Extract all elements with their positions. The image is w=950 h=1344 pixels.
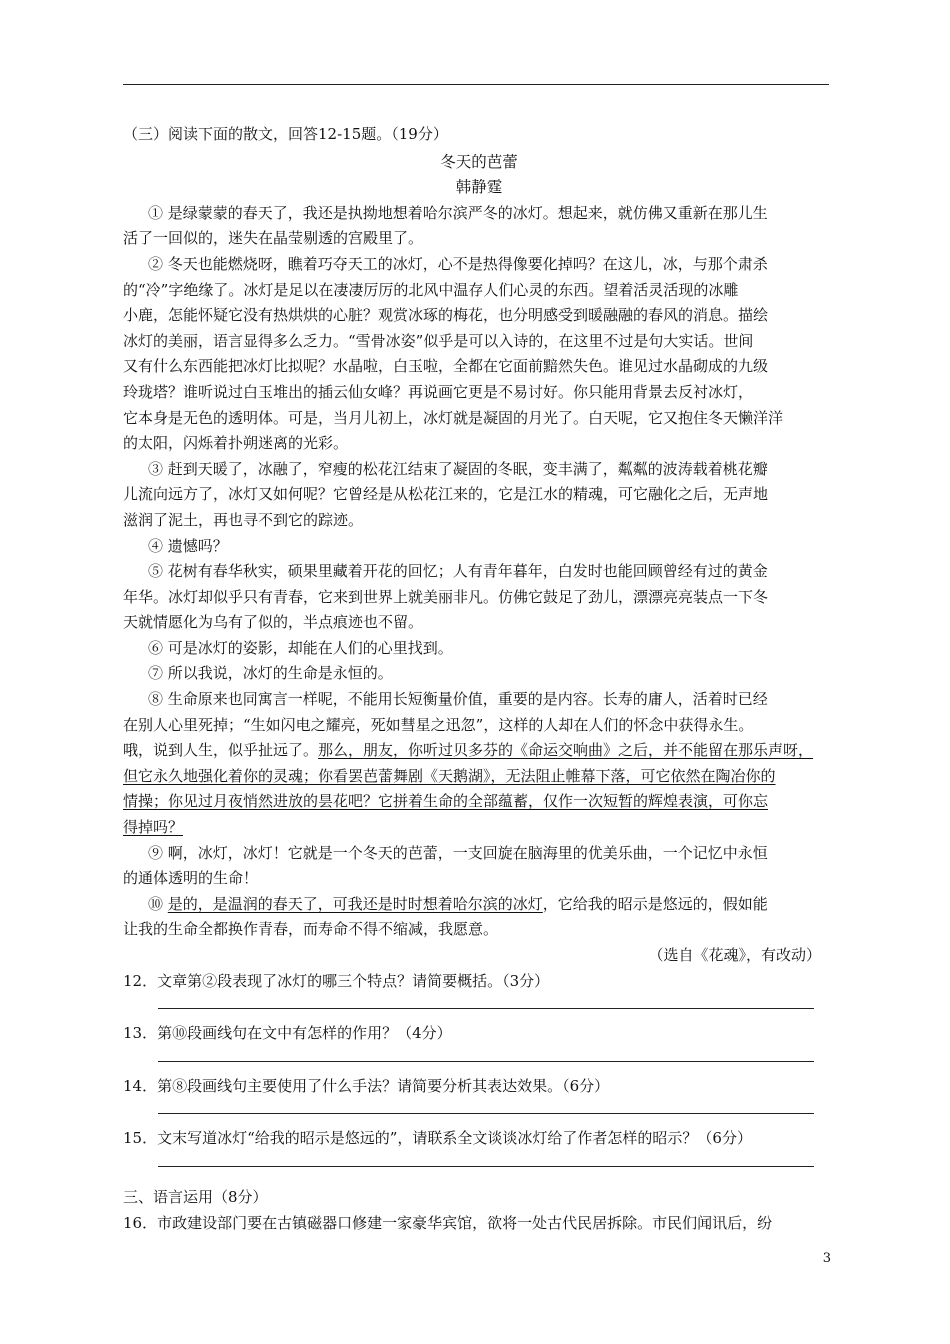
answer-line[interactable] <box>158 1099 814 1114</box>
paragraph-3: ③ 赶到天暖了，冰融了，窄瘦的松花江结束了凝固的冬眠，变丰满了，粼粼的波涛载着桃花瓣 儿流向远方了，冰灯又如何呢？它曾经是从松花江来的，它是江水的精魂，可它融化之后，无声地 滋润了泥土，再也寻不到它的踪迹。 <box>123 459 769 529</box>
essay-author: 韩静霆 <box>455 178 503 197</box>
paragraph-8: ⑧ 生命原来也同寓言一样呢，不能用长短衡量价值，重要的是内容。长寿的庸人，活着时已经 在别人心里死掉；“生如闪电之耀亮，死如彗星之迅忽”，这样的人却在人们的怀念中获得永生。 哦，说到人生，似乎扯远了。那么，朋友，你听过贝多芬的《命运交响曲》之后，并不能留在那乐声呀， 但它永久地强化着你的灵魂；你看罢芭蕾舞剧《天鹅湖》，无法阻止帷幕下落，可它依然在陶冶你的 情操；你见过月夜悄然进放的昙花吧？它拼着生命的全部蕴蓄，仅作一次短暂的辉煌表演，可你忘 得掉吗？ <box>123 690 814 837</box>
paragraph-1: ① 是绿蒙蒙的春天了，我还是执拗地想着哈尔滨严冬的冰灯。想起来，就仿佛又重新在那儿生 活了一回似的，迷失在晶莹剔透的宫殿里了。 <box>123 203 768 248</box>
paragraph-9: ⑨ 啊，冰灯，冰灯！它就是一个冬天的芭蕾，一支回旋在脑海里的优美乐曲，一个记忆中永恒 的通体透明的生命！ <box>123 843 768 888</box>
essay-title: 冬天的芭蕾 <box>440 152 518 171</box>
paragraph-6: ⑥ 可是冰灯的姿影，却能在人们的心里找到。 <box>148 638 453 657</box>
section-heading: （三）阅读下面的散文，回答12-15题。（19分） <box>123 125 448 143</box>
question-13: 13．第⑩段画线句在文中有怎样的作用？（4分） <box>123 1021 835 1062</box>
page-content <box>123 122 835 1236</box>
answer-line[interactable] <box>158 1047 814 1062</box>
question-12: 12．文章第②段表现了冰灯的哪三个特点？请简要概括。（3分） <box>123 969 835 1010</box>
underlined-sentence-p8: 那么，朋友，你听过贝多芬的《命运交响曲》之后，并不能留在那乐声呀， <box>318 741 814 760</box>
header-rule <box>123 84 829 85</box>
answer-line[interactable] <box>158 1152 814 1167</box>
paragraph-5: ⑤ 花树有春华秋实，硕果里藏着开花的回忆；人有青年暮年，白发时也能回顾曾经有过的黄金 年华。冰灯却似乎只有青春，它来到世界上就美丽非凡。仿佛它鼓足了劲儿，漂漂亮亮装点一下冬 天就情愿化为乌有了似的，半点痕迹也不留。 <box>123 562 769 632</box>
answer-line[interactable] <box>158 994 814 1009</box>
page-number: 3 <box>822 1251 831 1266</box>
paragraph-2: ② 冬天也能燃烧呀，瞧着巧夺天工的冰灯，心不是热得像要化掉吗？在这儿，冰，与那个肃杀 的“冷”字绝缘了。冰灯是足以在凄凄厉厉的北风中温存人们心灵的东西。望着活灵活现的冰雕 小鹿，怎能怀疑它没有热烘烘的心脏？观赏冰琢的梅花，也分明感受到暖融融的春风的消息。描绘 冰灯的美丽，语言显得多么乏力。“雪骨冰姿”似乎是可以入诗的，在这里不过是句大实话。世间 又有什么东西能把冰灯比拟呢？水晶啦，白玉啦，全都在它面前黯然失色。谁见过水晶砌成的九级 玲珑塔？谁听说过白玉堆出的插云仙女峰？再说画它更是不易讨好。你只能用背景去反衬冰灯， 它本身是无色的透明体。可是，当月儿初上，冰灯就是凝固的月光了。白天呢，它又抱住冬天懒洋洋 的太阳，闪烁着扑朔迷离的光彩。 <box>123 254 784 453</box>
question-14: 14．第⑧段画线句主要使用了什么手法？请简要分析其表达效果。（6分） <box>123 1074 835 1115</box>
essay-source: （选自《花魂》，有改动） <box>648 946 821 964</box>
paragraph-10: ⑩ 是的，是温润的春天了，可我还是时时想着哈尔滨的冰灯，它给我的昭示是悠远的，假如能 让我的生命全都换作青春，而寿命不得不缩减，我愿意。 <box>123 894 768 939</box>
question-16: 16．市政建设部门要在古镇磁器口修建一家豪华宾馆，欲将一处古代民居拆除。市民们闻讯后，纷 <box>123 1213 773 1232</box>
underlined-sentence-p10: 是的，是温润的春天了，可我还是时时想着哈尔滨的冰灯 <box>167 894 543 913</box>
paragraph-7: ⑦ 所以我说，冰灯的生命是永恒的。 <box>148 664 393 683</box>
paragraph-4: ④ 遗憾吗？ <box>148 536 228 555</box>
question-15: 15．文末写道冰灯“给我的昭示是悠远的”，请联系全文谈谈冰灯给了作者怎样的昭示？（6分） <box>123 1126 835 1167</box>
section-3-heading: 三、语言运用（8分） <box>123 1187 268 1206</box>
